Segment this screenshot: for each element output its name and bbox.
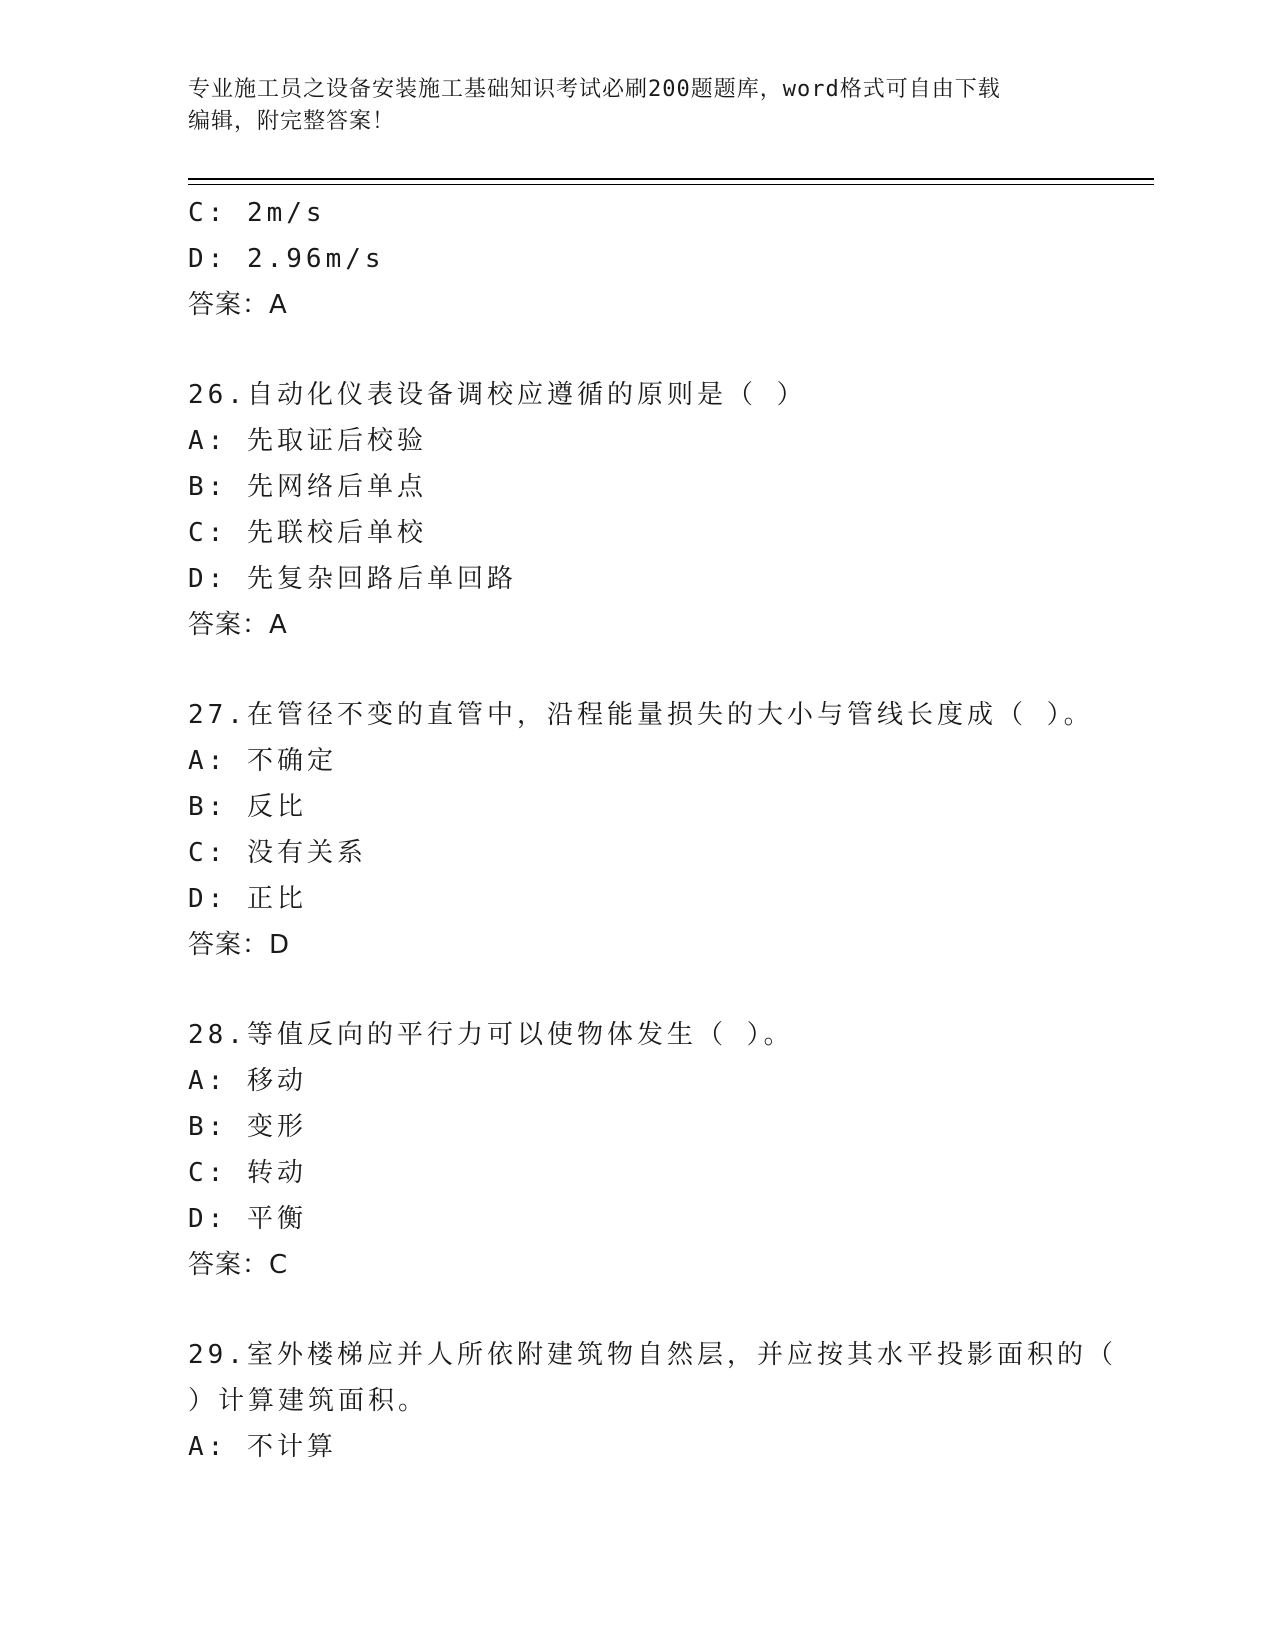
option-c: C: 转动 <box>188 1158 307 1188</box>
answer-line: 答案：D <box>188 930 291 960</box>
question-text-line-2: ）计算建筑面积。 <box>188 1386 429 1416</box>
question-text-line-1: 29.室外楼梯应并人所依附建筑物自然层，并应按其水平投影面积的（ <box>188 1340 1117 1370</box>
header-divider-thick <box>188 178 1154 180</box>
header-line-2: 编辑，附完整答案！ <box>188 109 396 134</box>
option-c: C: 先联校后单校 <box>188 518 427 548</box>
option-c: C: 没有关系 <box>188 838 367 868</box>
option-a: A: 不计算 <box>188 1432 337 1462</box>
option-b: B: 反比 <box>188 792 307 822</box>
question-26 <box>188 372 1088 648</box>
question-text: 28.等值反向的平行力可以使物体发生（ ）。 <box>188 1020 794 1050</box>
document-body <box>188 190 1117 1470</box>
header-divider-thin <box>188 184 1154 185</box>
option-b: B: 变形 <box>188 1112 307 1142</box>
option-b: B: 先网络后单点 <box>188 472 427 502</box>
document-header <box>188 74 1088 138</box>
question-29 <box>188 1332 1117 1470</box>
question-text: 26.自动化仪表设备调校应遵循的原则是（ ） <box>188 380 807 410</box>
answer-line: 答案：A <box>188 290 288 320</box>
option-d: D: 正比 <box>188 884 307 914</box>
answer-line: 答案：C <box>188 1250 289 1280</box>
option-c: C: 2m/s <box>188 198 326 228</box>
option-d: D: 2.96m/s <box>188 244 385 274</box>
option-d: D: 平衡 <box>188 1204 307 1234</box>
question-25-continued <box>188 190 1088 328</box>
question-27 <box>188 692 1094 968</box>
answer-line: 答案：A <box>188 610 288 640</box>
option-a: A: 先取证后校验 <box>188 426 427 456</box>
option-d: D: 先复杂回路后单回路 <box>188 564 517 594</box>
header-line-1: 专业施工员之设备安装施工基础知识考试必刷200题题库，word格式可自由下载 <box>188 77 1001 102</box>
question-text: 27.在管径不变的直管中，沿程能量损失的大小与管线长度成（ ）。 <box>188 700 1094 730</box>
option-a: A: 不确定 <box>188 746 337 776</box>
option-a: A: 移动 <box>188 1066 307 1096</box>
question-28 <box>188 1012 1088 1288</box>
